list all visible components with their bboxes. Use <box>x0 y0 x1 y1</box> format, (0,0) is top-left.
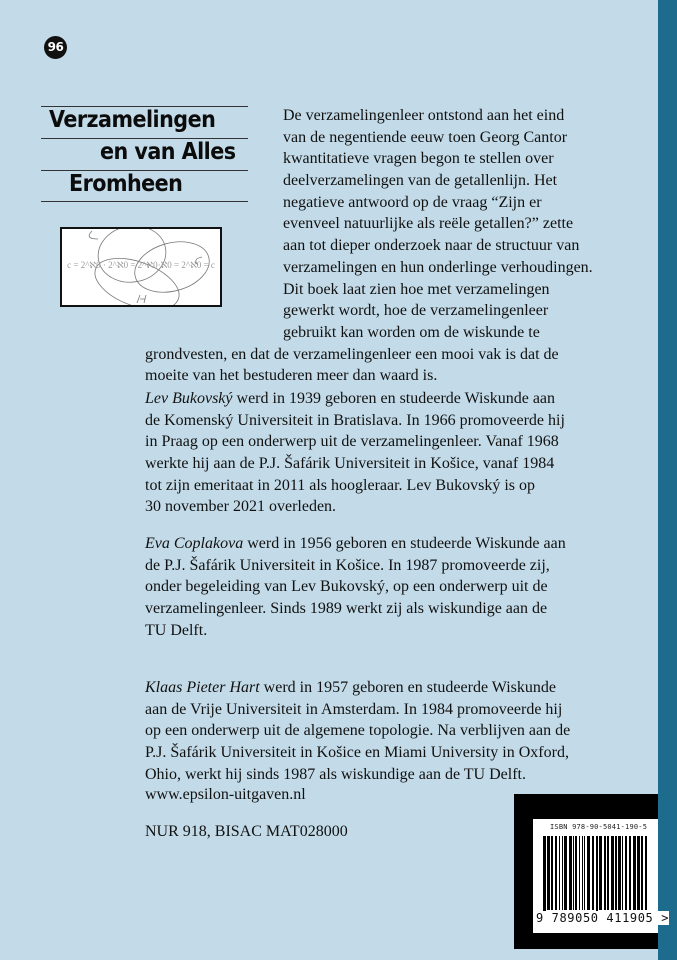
barcode-bar <box>637 836 640 910</box>
cover-illustration <box>60 227 222 307</box>
text-line: P.J. Šafárik Universiteit in Košice en Miami University in Oxford, <box>145 744 569 762</box>
text-line: aan de Vrije Universiteit in Amsterdam. In 1984 promoveerde hij <box>145 700 563 718</box>
ean-number: 9 789050 411905 > <box>536 911 670 925</box>
barcode-bar <box>562 836 563 910</box>
text-line: de Komenský Universiteit in Bratislava. In 1966 promoveerde hij <box>145 411 565 429</box>
author-name: Lev Bukovský <box>145 390 233 407</box>
barcode-bar <box>559 836 560 910</box>
barcode-bar <box>645 836 647 910</box>
classification-codes: NUR 918, BISAC MAT028000 <box>145 823 348 840</box>
barcode-bar <box>607 836 609 910</box>
text-line: deelverzamelingen van de getallenlijn. Het <box>283 172 558 190</box>
text-line: kwantitatieve vragen begon te stellen over <box>283 150 554 168</box>
page-number-badge: 96 <box>44 36 67 59</box>
text-line: evenveel natuurlijke als reële getallen?” zette <box>283 215 574 233</box>
text-line: onder begeleiding van Lev Bukovský, op een onderwerp uit de <box>145 578 548 596</box>
text-line: in Praag op een onderwerp uit de verzamelingenleer. Vanaf 1968 <box>145 433 559 451</box>
barcode-bar <box>611 836 614 910</box>
text-line: gebruikt kan worden om de wiskunde te <box>283 323 540 341</box>
text-line: werd in 1939 geboren en studeerde Wiskunde aan <box>232 390 556 407</box>
text-line: verzamelingen en hun onderlinge verhoudingen. <box>283 258 593 276</box>
barcode-bar <box>604 836 606 910</box>
barcode-bar <box>592 836 594 910</box>
barcode-bar <box>579 836 580 910</box>
barcode-bar <box>551 836 553 910</box>
barcode-bar <box>633 836 636 910</box>
text-line: aan tot dieper onderzoek naar de structuur van <box>283 237 580 255</box>
text-line: werd in 1957 geboren en studeerde Wiskunde <box>259 679 556 696</box>
barcode-bar <box>573 836 574 910</box>
author-name: Klaas Pieter Hart <box>145 679 260 696</box>
publisher-website[interactable]: www.epsilon-uitgaven.nl <box>145 786 306 803</box>
isbn-label: ISBN 978-90-5041-190-5 <box>550 823 648 831</box>
text-line: negatieve antwoord op de vraag “Zijn er <box>283 193 542 211</box>
barcode-bar <box>555 836 557 910</box>
barcode-bar <box>629 836 631 910</box>
author-bio-bukovsky <box>145 388 565 518</box>
barcode-bar <box>625 836 627 910</box>
text-line: tot zijn emeritaat in 2011 als hoogleraar. Lev Bukovský is op <box>145 476 535 494</box>
text-line: 30 november 2021 overleden. <box>145 498 337 516</box>
barcode-bar <box>547 836 550 910</box>
barcode-bar <box>584 836 585 910</box>
text-line: grondvesten, en dat de verzamelingenleer een mooi vak is dat de <box>145 345 559 363</box>
author-bio-hart <box>145 677 570 785</box>
barcode-bar <box>641 836 643 910</box>
barcode-bar <box>599 836 602 910</box>
barcode-bar <box>564 836 567 910</box>
barcode-bar <box>615 836 617 910</box>
text-line: gewerkt wordt, hoe de verzamelingenleer <box>283 302 549 320</box>
author-name: Eva Coplakova <box>145 535 244 552</box>
figure-formula: c = 2^ℵ0 · 2^ℵ0 = 2^ℵ0·ℵ0 = 2^ℵ0 = c <box>67 260 215 270</box>
text-line: moeite van het bestuderen meer dan waard is. <box>145 367 438 385</box>
author-bio-coplakova <box>145 533 566 641</box>
barcode-bar <box>575 836 577 910</box>
text-line: verzamelingenleer. Sinds 1989 werkt zij als wiskundige aan de <box>145 600 548 618</box>
title-line-2: en van Alles <box>100 139 236 165</box>
barcode-icon <box>543 836 651 916</box>
barcode-bar <box>569 836 572 910</box>
text-line: werkte hij aan de P.J. Šafárik Universiteit in Košice, vanaf 1984 <box>145 455 555 473</box>
barcode-bar <box>587 836 590 910</box>
barcode-bar <box>543 836 546 916</box>
text-line: op een onderwerp uit de algemene topologie. Na verblijven aan de <box>145 722 571 740</box>
text-line: Dit boek laat zien hoe met verzamelingen <box>283 280 550 298</box>
text-line: de P.J. Šafárik Universiteit in Košice. In 1987 promoveerde zij, <box>145 556 550 574</box>
title-rule <box>41 201 248 202</box>
barcode-bar <box>582 836 583 910</box>
text-line: werd in 1956 geboren en studeerde Wiskunde aan <box>243 535 566 552</box>
text-line: van de negentiende eeuw toen Georg Cantor <box>283 128 568 146</box>
title-line-1: Verzamelingen <box>49 107 216 133</box>
book-spine <box>658 0 677 960</box>
barcode-bar <box>622 836 623 910</box>
title-line-3: Eromheen <box>69 171 183 197</box>
text-line: TU Delft. <box>145 621 208 639</box>
text-line: De verzamelingenleer ontstond aan het eind <box>283 107 565 124</box>
barcode-bar <box>596 836 598 916</box>
barcode-bar <box>618 836 621 910</box>
text-line: Ohio, werkt hij sinds 1987 als wiskundige aan de TU Delft. <box>145 765 526 783</box>
